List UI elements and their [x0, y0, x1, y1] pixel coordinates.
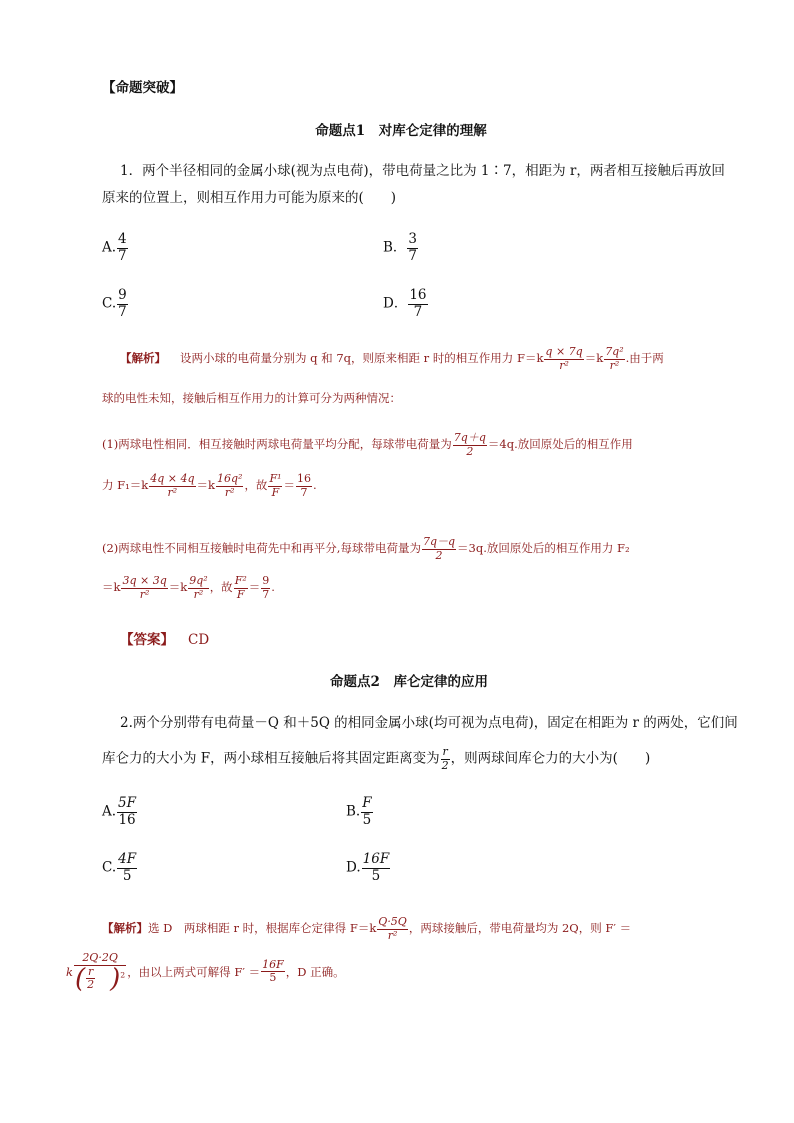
- denominator: 5: [269, 971, 277, 985]
- text: ，两球接触后，带电荷量均为 2Q，则 F′ ＝: [408, 921, 632, 936]
- s1-line2: 球的电性未知，接触后相互作用力的计算可分为两种情况：: [102, 391, 401, 405]
- option-fraction: [117, 288, 128, 320]
- numerator: 16F: [362, 851, 390, 867]
- q2-option-c: [102, 852, 138, 884]
- fraction: [453, 432, 487, 458]
- text: ＝4q.放回原处后的相互作用: [487, 437, 633, 452]
- numerator: 16: [409, 287, 427, 303]
- text: .由于两: [625, 351, 664, 366]
- left-paren: (: [74, 963, 86, 994]
- denominator: 16: [118, 811, 136, 828]
- q2-option-b: [346, 796, 374, 828]
- s1-case2-line2: [102, 575, 275, 601]
- section-label: 【命题突破】: [102, 80, 183, 96]
- text: 库仑力的大小为 F，两小球相互接触后将其固定距离变为: [102, 750, 440, 767]
- numerator: 5F: [118, 795, 137, 811]
- option-prefix: A.: [102, 803, 117, 820]
- fraction: [268, 473, 282, 499]
- option-prefix: C.: [102, 859, 117, 876]
- numerator: 3q × 3q: [122, 574, 167, 587]
- solution-tag: 【解析】: [102, 921, 148, 936]
- text: (2)两球电性不同相互接触时电荷先中和再平分,每球带电荷量为: [102, 541, 421, 556]
- answer-tag: 【答案】: [120, 632, 174, 648]
- numerator: 3: [408, 231, 418, 247]
- denominator: 2: [466, 444, 474, 458]
- text: ，故: [209, 580, 233, 595]
- option-prefix: B.: [346, 803, 361, 820]
- option-prefix: A.: [102, 239, 117, 256]
- text: ，由以上两式可解得 F′ ＝: [127, 964, 261, 979]
- denominator: 5: [371, 867, 381, 884]
- s2-line2: [66, 952, 345, 992]
- text: ＝: [283, 478, 295, 493]
- numerator: r: [442, 745, 448, 758]
- numerator: 16q²: [216, 472, 243, 485]
- text: .: [312, 478, 317, 493]
- text: ＝k: [102, 580, 121, 595]
- denominator: r²: [193, 587, 204, 601]
- q1-option-b: [383, 232, 419, 264]
- q1-option-d: [383, 288, 429, 320]
- denominator: 2: [441, 758, 449, 772]
- text: k: [66, 964, 73, 979]
- text: ，D 正确。: [285, 964, 345, 979]
- denominator: r²: [387, 928, 398, 942]
- denominator: 7: [408, 247, 418, 264]
- point2-title: [0, 672, 794, 692]
- fraction: [441, 746, 450, 772]
- numerator: 9: [118, 287, 127, 303]
- denominator: r²: [139, 587, 150, 601]
- fraction: [261, 575, 270, 601]
- denominator: 5: [122, 867, 132, 884]
- text: ＝3q.放回原处后的相互作用力 F₂: [457, 541, 630, 556]
- numerator: F²: [234, 574, 247, 587]
- numerator: 16: [296, 472, 311, 485]
- text: 设两小球的电荷量分别为 q 和 7q，则原来相距 r 时的相互作用力 F＝k: [180, 351, 544, 366]
- numerator: 7q－q: [422, 535, 456, 548]
- q2-line2: [102, 746, 650, 772]
- fraction: [234, 575, 248, 601]
- text: (1)两球电性相同．相互接触时两球电荷量平均分配，每球带电荷量为: [102, 437, 452, 452]
- exponent: 2: [120, 970, 126, 980]
- numerator: 9: [262, 574, 270, 587]
- numerator: q × 7q: [545, 345, 583, 358]
- numerator: 7q＋q: [453, 431, 486, 444]
- denominator: r²: [609, 358, 620, 372]
- s1-case1-line2: [102, 473, 317, 499]
- s1-case1-line1: [102, 432, 633, 458]
- point2-title-text: 命题点2 库仑定律的应用: [330, 674, 488, 690]
- text: ，则两球间库仑力的大小为( ): [450, 750, 651, 767]
- text: ＝k: [168, 580, 188, 595]
- q1-line1: 1．两个半径相同的金属小球(视为点电荷)，带电荷量之比为 1∶7，相距为 r，两者相互接触后再放回: [120, 163, 725, 179]
- s1-case2-line1: [102, 536, 630, 562]
- fraction: [377, 916, 408, 942]
- denominator-group: [74, 963, 126, 994]
- option-fraction: [407, 232, 418, 264]
- denominator: 2: [87, 978, 95, 992]
- denominator: 7: [300, 485, 308, 499]
- fraction: [149, 473, 195, 499]
- option-prefix: C.: [102, 295, 117, 312]
- fraction: [121, 575, 167, 601]
- denominator: F: [236, 587, 245, 601]
- solution-tag: 【解析】: [120, 351, 166, 366]
- option-fraction: [361, 796, 372, 828]
- numerator: 4: [118, 231, 127, 247]
- answer1: [120, 630, 209, 650]
- q1-option-a: [102, 232, 129, 264]
- fraction: [216, 473, 243, 499]
- denominator: 2: [435, 548, 443, 562]
- q1-line2: 原来的位置上，则相互作用力可能为原来的( ): [102, 190, 397, 206]
- text: ，故: [244, 478, 268, 493]
- fraction: [74, 952, 126, 992]
- numerator: 9q²: [189, 574, 208, 587]
- q2-option-a: [102, 796, 138, 828]
- option-fraction: [117, 232, 128, 264]
- fraction: [604, 346, 624, 372]
- numerator: 7q²: [605, 345, 624, 358]
- text: 选 D 两球相距 r 时，根据库仑定律得 F＝k: [148, 921, 377, 936]
- fraction: [296, 473, 312, 499]
- numerator: 4F: [118, 851, 137, 867]
- numerator: r: [87, 964, 94, 978]
- denominator: 7: [118, 247, 127, 264]
- fraction: [188, 575, 208, 601]
- numerator: 16F: [262, 957, 284, 971]
- fraction: [422, 536, 456, 562]
- q2-line1: 2.两个分别带有电荷量－Q 和＋5Q 的相同金属小球(均可视为点电荷)，固定在相距为 r 的两处，它们间: [120, 715, 738, 731]
- point1-title: [0, 121, 794, 141]
- numerator: 4q × 4q: [150, 472, 195, 485]
- point1-title-text: 命题点1 对库仑定律的理解: [315, 123, 487, 139]
- text: ＝k: [196, 478, 215, 493]
- numerator: Q·5Q: [378, 915, 407, 928]
- s2-line1: [102, 916, 631, 942]
- denominator: 7: [262, 587, 270, 601]
- text: ＝k: [584, 351, 604, 366]
- text: .: [271, 580, 275, 595]
- denominator: F: [271, 485, 280, 499]
- s1-line1: [120, 346, 664, 372]
- inner-fraction: [86, 966, 95, 992]
- denominator: 5: [362, 811, 372, 828]
- text: 力 F₁＝k: [102, 478, 149, 493]
- option-fraction: [117, 796, 137, 828]
- option-fraction: [362, 852, 391, 884]
- numerator: 2Q·2Q: [74, 952, 126, 966]
- fraction: [544, 346, 583, 372]
- option-prefix: B．: [383, 239, 407, 256]
- option-fraction: [408, 288, 427, 320]
- denominator: 7: [413, 303, 423, 320]
- right-paren: ): [110, 963, 121, 994]
- denominator: 7: [118, 303, 127, 320]
- q2-option-d: [346, 852, 391, 884]
- numerator: F¹: [269, 472, 282, 485]
- option-fraction: [117, 852, 137, 884]
- option-prefix: D.: [346, 859, 361, 876]
- option-prefix: D．: [383, 295, 408, 312]
- q1-option-c: [102, 288, 129, 320]
- denominator: r²: [167, 485, 178, 499]
- denominator: r²: [224, 485, 235, 499]
- text: ＝: [248, 580, 261, 595]
- denominator: r²: [559, 358, 569, 372]
- fraction: [261, 959, 285, 985]
- numerator: F: [362, 795, 372, 811]
- answer-value: CD: [188, 632, 210, 648]
